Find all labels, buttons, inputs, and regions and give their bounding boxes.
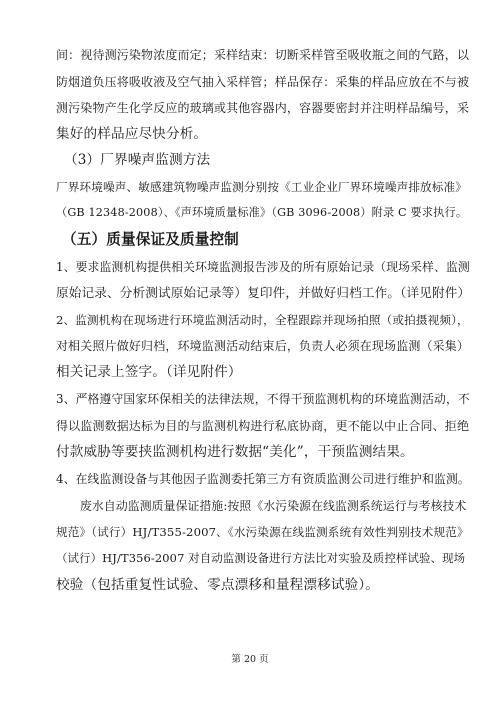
body-text-line: 防烟道负压将吸收液及空气抽入采样管；样品保存：采集的样品应放在不与被 <box>56 75 470 89</box>
subsection-heading: （3）厂界噪声监测方法 <box>64 152 211 168</box>
body-text-line: 3、严格遵守国家环保相关的法律法规，不得干预监测机构的环境监测活动，不 <box>56 392 470 406</box>
section-heading: （五）质量保证及质量控制 <box>62 231 239 248</box>
body-text-line: 间：视待测污染物浓度而定；采样结束：切断采样管至吸收瓶之间的气路，以 <box>56 48 470 62</box>
page-number: 第 20 页 <box>231 654 269 665</box>
body-text-line: 4、在线监测设备与其他因子监测委托第三方有资质监测公司进行维护和监测。 <box>56 472 470 486</box>
body-text-line: 测污染物产生化学反应的玻璃或其他容器内，容器要密封并注明样品编号，采 <box>56 101 470 115</box>
body-text-line: 付款威胁等要挟监测机构进行数据“美化”，干预监测结果。 <box>56 444 414 460</box>
body-text-line: 集好的样品应尽快分析。 <box>56 126 208 142</box>
body-text-line: 1、要求监测机构提供相关环境监测报告涉及的所有原始记录（现场采样、监测 <box>56 260 470 274</box>
body-text-line: 废水自动监测质量保证措施:按照《水污染源在线监测系统运行与考核技术 <box>80 499 467 513</box>
body-text-line: 厂界环境噪声、敏感建筑物噪声监测分别按《工业企业厂界环境噪声排放标准》 <box>56 180 468 194</box>
body-text-line: 校验（包括重复性试验、零点漂移和量程漂移试验）。 <box>56 577 380 593</box>
body-text-line: 得以监测数据达标为目的与监测机构进行私底协商，更不能以中止合同、拒绝 <box>56 419 470 433</box>
body-text-line: 原始记录、分析测试原始记录等）复印件，并做好归档工作。（详见附件） <box>56 285 470 300</box>
body-text-line: （GB 12348-2008）、《声环境质量标准》（GB 3096-2008）附录 C 要求执行。 <box>56 206 468 219</box>
body-text-line: 2、监测机构在现场进行环境监测活动时，全程跟踪并现场拍照（或拍摄视频）， <box>56 313 469 327</box>
body-text-line: 对相关照片做好归档，环境监测活动结束后，负责人必须在现场监测（采集） <box>56 339 470 353</box>
body-text-line: 相关记录上签字。（详见附件） <box>56 364 242 380</box>
body-text-line: （试行）HJ/T356-2007 对自动监测设备进行方法比对实验及质控样试验、现场 <box>56 551 466 565</box>
body-text-line: 规范》（试行）HJ/T355-2007、《水污染源在线监测系统有效性判别技术规范》 <box>56 525 469 539</box>
